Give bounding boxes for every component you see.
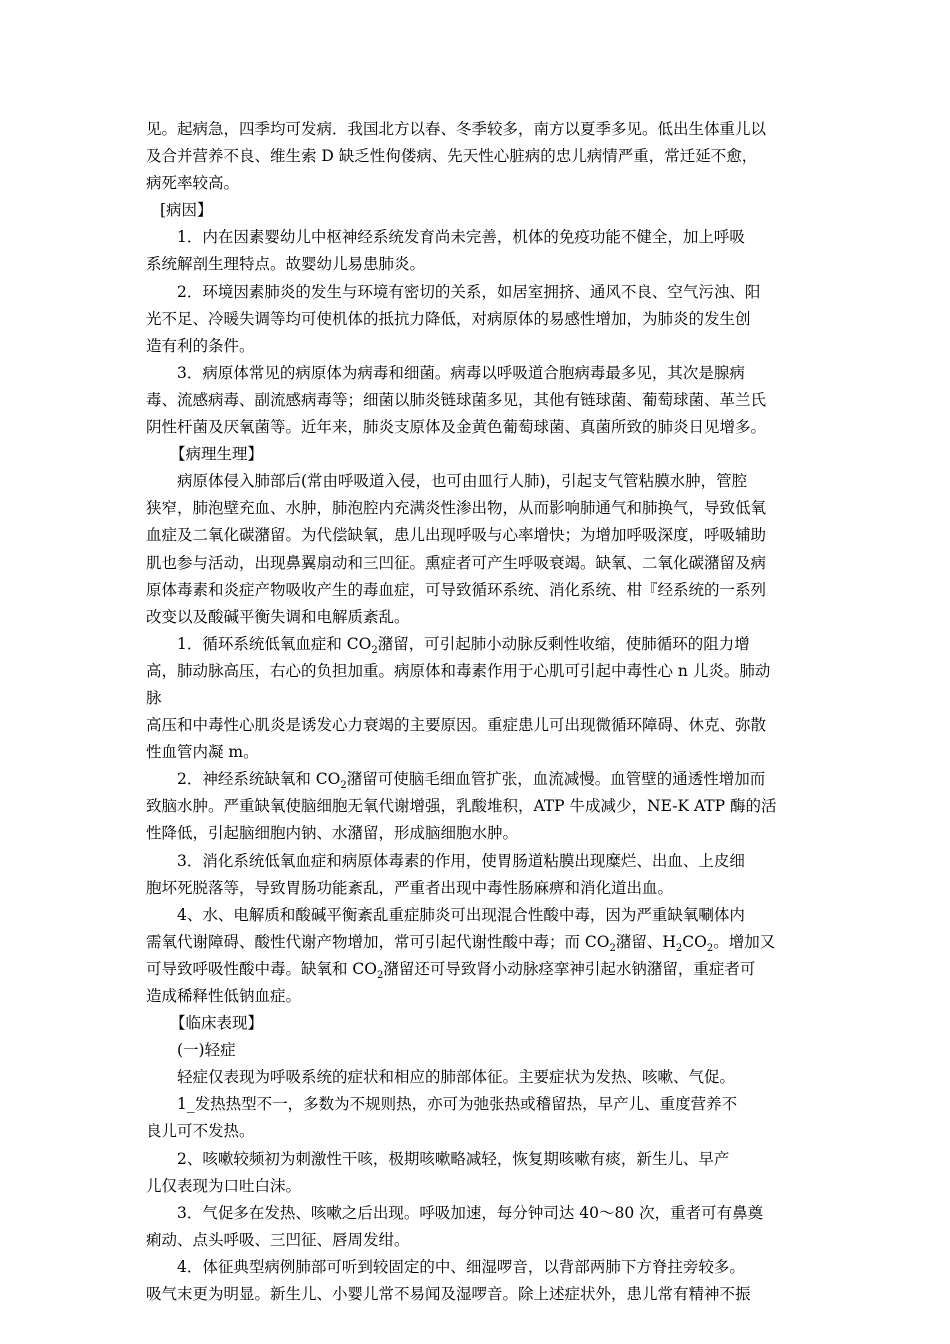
paragraph-line: 2．环境因素肺炎的发生与环境有密切的关系，如居室拥挤、通风不良、空气污浊、阳 (177, 282, 761, 301)
text-segment: 。增加又 (713, 932, 776, 951)
paragraph-line: 性血管内凝 m。 (146, 743, 259, 762)
document-page (146, 116, 812, 1308)
paragraph-line: 1．内在因素婴幼儿中枢神经系统发育尚未完善，机体的免疫功能不健全，加上呼吸 (177, 228, 745, 247)
paragraph-line: 4、水、电解质和酸碱平衡紊乱重症肺炎可出现混合性酸中毒，因为严重缺氧唰体内 (177, 905, 745, 924)
subscript: 2 (340, 780, 347, 792)
section-heading-etiology: [病因】 (160, 201, 213, 220)
paragraph-line: 致脑水肿。严重缺氧使脑细胞无氧代谢增强，乳酸堆积，ATP 牛成减少，NE-K ATP 酶的活 (146, 797, 777, 816)
paragraph-line: 见。起病急，四季均可发病．我国北方以春、冬季较多，南方以夏季多见。低出生体重儿以 (146, 120, 767, 138)
text-segment: 1．循环系统低氧血症和 CO (177, 634, 372, 653)
paragraph-line: 肌也参与活动，出现鼻翼扇动和三凹征。熏症者可产生呼吸衰竭。缺氧、二氧化碳潴留及病 (146, 553, 767, 572)
paragraph-line: 毒、流感病毒、副流感病毒等；细菌以肺炎链球菌多见，其他有链球菌、葡萄球菌、革兰氏 (146, 390, 767, 409)
text-segment: 可导致呼吸性酸中毒。缺氧和 CO (146, 959, 377, 978)
paragraph-line: 血症及二氧化碳潴留。为代偿缺氧，患儿出现呼吸与心率增快；为增加呼吸深度，呼吸辅助 (146, 526, 767, 545)
text-segment: 需氧代谢障碍、酸性代谢产物增加，常可引起代谢性酸中毒；而 CO (146, 932, 610, 951)
paragraph-line: 阴性杆菌及厌氧菌等。近年来，肺炎支原体及金黄色葡萄球菌、真菌所致的肺炎日见增多。 (146, 418, 767, 437)
paragraph-line (146, 766, 812, 793)
text-segment: 潴留还可导致肾小动脉痉挛神引起水钠潴留，重症者可 (383, 959, 756, 978)
subscript: 2 (675, 942, 683, 954)
paragraph-line: 3．病原体常见的病原体为病毒和细菌。病毒以呼吸道合胞病毒最多见，其次是腺病 (177, 363, 745, 382)
paragraph-line: 吸气末更为明显。新生儿、小婴儿常不易闻及湿啰音。除上述症状外，患儿常有精神不振 (146, 1285, 751, 1304)
paragraph-line: 胞坏死脱落等，导致胃肠功能紊乱，严重者出现中毒性肠麻痹和消化道出血。 (146, 878, 674, 897)
paragraph-line: 轻症仅表现为呼吸系统的症状和相应的肺部体征。主要症状为发热、咳嗽、气促。 (177, 1068, 736, 1087)
text-segment: 潴留、H (615, 932, 676, 951)
paragraph-line: 3．气促多在发热、咳嗽之后出现。呼吸加速，每分钟司达 40～80 次，重者可有鼻奠 (177, 1203, 764, 1222)
text-segment: CO (682, 932, 707, 951)
paragraph-line: 高，肺动脉高压，右心的负担加重。病原体和毒素作用于心肌可引起中毒性心 n 儿炎。肺动 (146, 661, 771, 680)
paragraph-line: 病死率较高。 (146, 174, 240, 193)
paragraph-line: 性降低，引起脑细胞内钠、水潴留，形成脑细胞水肿。 (146, 824, 519, 843)
section-heading-clinical: 【临床表现】 (170, 1014, 264, 1033)
paragraph-line (146, 929, 812, 956)
subscript: 2 (706, 942, 714, 954)
paragraph-line: 光不足、冷暖失调等均可使机体的抵抗力降低，对病原体的易感性增加，为肺炎的发生创 (146, 309, 751, 328)
paragraph-line: 1_发热热型不一，多数为不规则热，亦可为弛张热或稽留热，早产儿、重度营养不 (177, 1095, 738, 1114)
paragraph-line: 改变以及酸碱平衡失调和电解质紊乱。 (146, 607, 410, 626)
paragraph-line: 脉 (146, 688, 162, 707)
paragraph-line: 原体毒素和炎症产物吸收产生的毒血症，可导致循环系统、消化系统、柑『经系统的一系列 (146, 580, 767, 599)
paragraph-line: 狭窄，肺泡壁充血、水肿，肺泡腔内充满炎性渗出物，从而影响肺通气和肺换气，导致低氧 (146, 499, 767, 518)
paragraph-line: 病原体侵入肺部后(常由呼吸道入侵，也可由皿行人肺)，引起支气管粘膜水肿，管腔 (177, 472, 748, 491)
paragraph-line: 高压和中毒性心肌炎是诱发心力衰竭的主要原因。重症患儿可出现微循环障碍、休克、弥散 (146, 716, 767, 735)
paragraph-line: 造有利的条件。 (146, 336, 255, 355)
text-segment: 潴留可使脑毛细血管扩张，血流减慢。血管壁的通透性增加而 (346, 770, 766, 789)
paragraph-line: 3．消化系统低氧血症和病原体毒素的作用，使胃肠道粘膜出现糜烂、出血、上皮细 (177, 851, 745, 870)
text-segment: 2．神经系统缺氧和 CO (177, 770, 341, 789)
subscript: 2 (371, 644, 378, 656)
paragraph-line: 2、咳嗽较频初为刺激性干咳，极期咳嗽略减轻，恢复期咳嗽有痰，新生儿、早产 (177, 1149, 730, 1168)
subsection-heading-mild: (一)轻症 (177, 1041, 236, 1060)
subscript: 2 (609, 942, 616, 954)
paragraph-line: 良儿可不发热。 (146, 1122, 255, 1141)
paragraph-line: 儿仅表现为口吐白沫。 (146, 1176, 302, 1195)
paragraph-line: 及合并营养不良、维生索 D 缺乏性佝偻病、先天性心脏病的忠儿病情严重，常迁延不愈， (146, 147, 758, 166)
paragraph-line: 系统解剖生理特点。故婴幼儿易患肺炎。 (146, 255, 426, 274)
text-segment: 潴留，可引起肺小动脉反剩性收缩，使肺循环的阻力增 (377, 634, 750, 653)
paragraph-line: 痢动、点头呼吸、三凹征、唇周发绀。 (146, 1230, 410, 1249)
paragraph-line (146, 956, 812, 983)
paragraph-line: 造成稀释性低钠血症。 (146, 987, 302, 1005)
subscript: 2 (377, 969, 384, 981)
paragraph-line: 4．体征典型病例肺部可听到较固定的中、细湿啰音，以背部两肺下方脊拄旁较多。 (177, 1257, 745, 1276)
section-heading-pathophysiology: 【病理生理】 (170, 445, 264, 464)
paragraph-line (146, 631, 812, 658)
